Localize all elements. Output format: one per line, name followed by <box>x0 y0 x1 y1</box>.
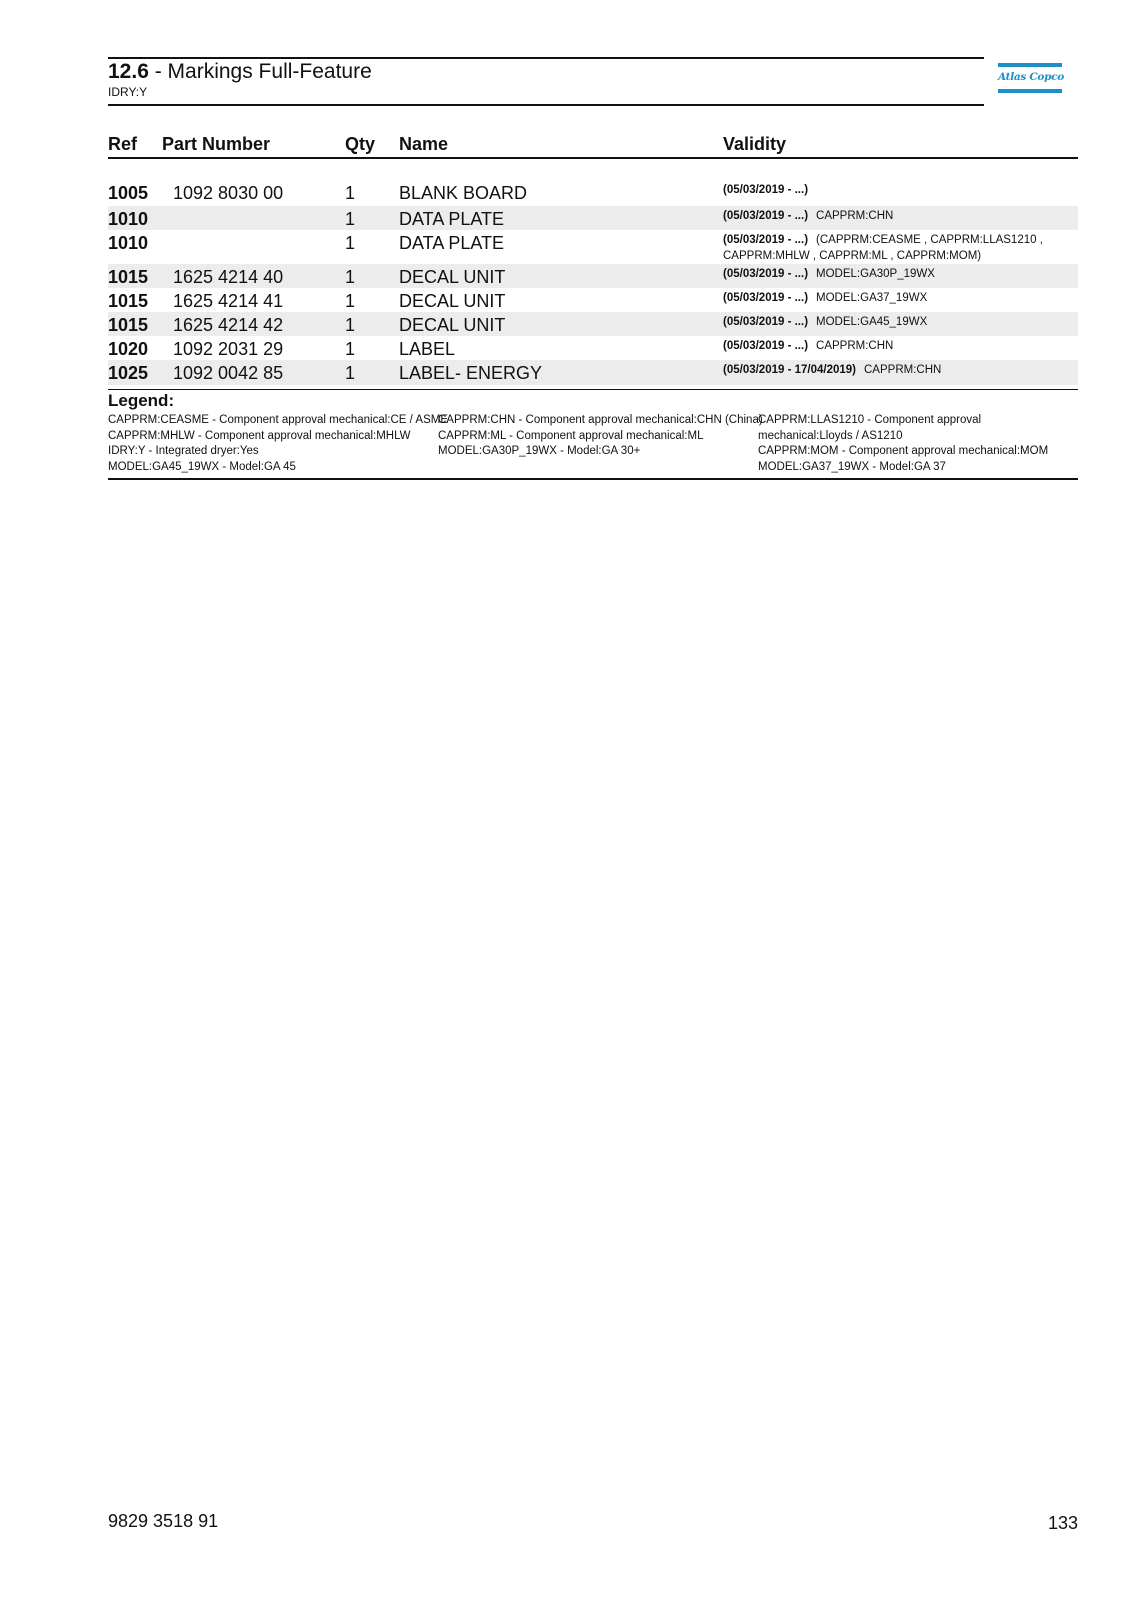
qty-cell: 1 <box>345 339 356 359</box>
section-title-text: - Markings Full-Feature <box>148 60 372 83</box>
column-header-name: Name <box>399 134 449 154</box>
qty-cell: 1 <box>345 363 356 383</box>
validity-date: (05/03/2019 - ...) <box>723 184 809 196</box>
ref-cell: 1015 <box>108 291 149 311</box>
validity-condition: CAPPRM:CHN <box>864 364 942 376</box>
section-title <box>108 60 372 84</box>
legend-item: MODEL:GA45_19WX - Model:GA 45 <box>108 460 296 473</box>
name-cell: LABEL- ENERGY <box>399 363 543 383</box>
validity-date: (05/03/2019 - ...) <box>723 234 809 246</box>
legend-item: IDRY:Y - Integrated dryer:Yes <box>108 445 259 457</box>
qty-cell: 1 <box>345 233 356 253</box>
validity-date: (05/03/2019 - ...) <box>723 210 809 222</box>
legend-column-2 <box>438 413 763 460</box>
document-number: 9829 3518 91 <box>108 1511 219 1531</box>
validity-date: (05/03/2019 - ...) <box>723 292 809 304</box>
ref-cell: 1010 <box>108 233 149 253</box>
column-header-ref: Ref <box>108 134 138 154</box>
logo-top-bar <box>998 63 1062 67</box>
qty-cell: 1 <box>345 183 356 203</box>
validity-condition: MODEL:GA45_19WX <box>816 316 928 328</box>
validity-condition: CAPPRM:CHN <box>816 340 894 352</box>
table-row <box>108 180 1078 206</box>
legend-item: MODEL:GA30P_19WX - Model:GA 30+ <box>438 445 641 457</box>
qty-cell: 1 <box>345 267 356 287</box>
column-header-part-number: Part Number <box>162 134 271 154</box>
name-cell: BLANK BOARD <box>399 183 528 203</box>
column-header-qty: Qty <box>345 134 376 154</box>
validity-date: (05/03/2019 - ...) <box>723 268 809 280</box>
legend-item: MODEL:GA37_19WX - Model:GA 37 <box>758 460 946 473</box>
page-number: 133 <box>1047 1513 1078 1533</box>
section-header <box>108 57 984 106</box>
ref-cell: 1015 <box>108 315 149 335</box>
column-header-validity: Validity <box>723 134 787 154</box>
name-cell: DATA PLATE <box>399 233 505 253</box>
legend-item: CAPPRM:MOM - Component approval mechanical:MOM <box>758 445 1049 457</box>
validity-date: (05/03/2019 - ...) <box>723 340 809 352</box>
ref-cell: 1020 <box>108 339 149 359</box>
table-row <box>108 336 1078 360</box>
table-row <box>108 264 1078 288</box>
table-row <box>108 312 1078 336</box>
table-row <box>108 360 1078 385</box>
name-cell: DECAL UNIT <box>399 315 506 335</box>
validity-cell <box>723 314 1073 330</box>
ref-cell: 1010 <box>108 209 149 229</box>
table-row <box>108 230 1078 264</box>
qty-cell: 1 <box>345 291 356 311</box>
atlas-copco-logo <box>998 63 1062 95</box>
legend-item: CAPPRM:MHLW - Component approval mechanical:MHLW <box>108 429 411 442</box>
legend-column-3 <box>758 413 1078 475</box>
part-number-cell: 1092 8030 00 <box>173 183 284 203</box>
validity-condition: (CAPPRM:CEASME , CAPPRM:LLAS1210 , CAPPRM:MHLW , CAPPRM:ML , CAPPRM:MOM) <box>723 234 1043 262</box>
table-row <box>108 288 1078 312</box>
part-number-cell: 1625 4214 42 <box>173 315 284 335</box>
parts-table <box>108 180 1078 385</box>
legend-column-1 <box>108 413 449 475</box>
legend-title: Legend: <box>108 391 175 410</box>
validity-cell <box>723 362 1073 378</box>
name-cell: DECAL UNIT <box>399 291 506 311</box>
part-number-cell: 1092 2031 29 <box>173 339 284 359</box>
name-cell: DATA PLATE <box>399 209 505 229</box>
legend-item: CAPPRM:CHN - Component approval mechanical:CHN (China) <box>438 414 763 426</box>
validity-cell <box>723 266 1073 282</box>
ref-cell: 1025 <box>108 363 149 383</box>
logo-bottom-bar <box>998 89 1062 93</box>
validity-condition: CAPPRM:CHN <box>816 210 894 222</box>
validity-cell <box>723 182 1073 198</box>
table-header-rule <box>108 157 1078 159</box>
validity-cell <box>723 232 1073 264</box>
qty-cell: 1 <box>345 209 356 229</box>
validity-date: (05/03/2019 - ...) <box>723 316 809 328</box>
validity-cell <box>723 290 1073 306</box>
legend-item: CAPPRM:ML - Component approval mechanical:ML <box>438 429 704 442</box>
section-subtitle: IDRY:Y <box>108 85 148 99</box>
table-bottom-rule <box>108 389 1078 390</box>
legend-item: CAPPRM:LLAS1210 - Component approval mechanical:Lloyds / AS1210 <box>758 414 982 442</box>
legend-item: CAPPRM:CEASME - Component approval mechanical:CE / ASME <box>108 414 449 426</box>
validity-cell <box>723 338 1073 354</box>
table-row <box>108 206 1078 230</box>
legend-bottom-rule <box>108 478 1078 480</box>
name-cell: LABEL <box>399 339 456 359</box>
name-cell: DECAL UNIT <box>399 267 506 287</box>
logo-text: Atlas Copco <box>998 71 1064 83</box>
validity-condition: MODEL:GA37_19WX <box>816 292 928 304</box>
part-number-cell: 1625 4214 41 <box>173 291 284 311</box>
section-number: 12.6 <box>108 60 149 83</box>
validity-date: (05/03/2019 - 17/04/2019) <box>723 364 856 376</box>
part-number-cell: 1625 4214 40 <box>173 267 284 287</box>
ref-cell: 1015 <box>108 267 149 287</box>
validity-condition: MODEL:GA30P_19WX <box>816 268 935 280</box>
qty-cell: 1 <box>345 315 356 335</box>
ref-cell: 1005 <box>108 183 149 203</box>
part-number-cell: 1092 0042 85 <box>173 363 284 383</box>
validity-cell <box>723 208 1073 224</box>
